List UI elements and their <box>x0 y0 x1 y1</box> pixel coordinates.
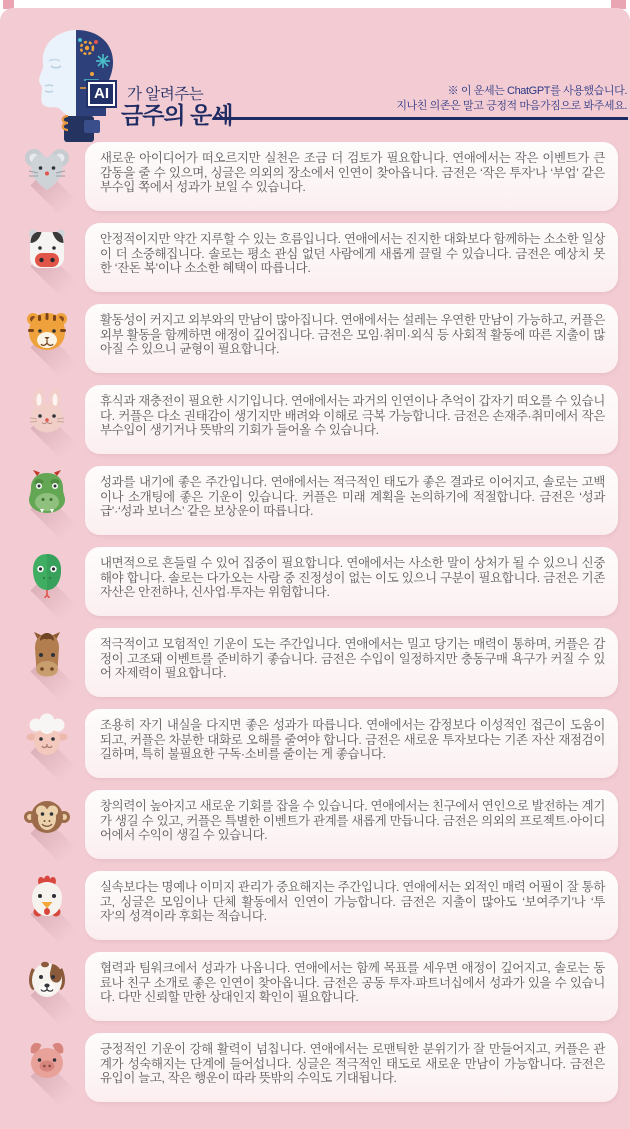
fortune-card-dog <box>85 952 618 1021</box>
fortune-card-snake <box>85 547 618 616</box>
fortune-text-snake: 내면적으로 흔들릴 수 있어 집중이 필요합니다. 연애에서는 사소한 말이 상처가 될 수 있으니 신중해야 합니다. 솔로는 다가오는 사람 중 진정성이 없는 이도 있으니 구분이 필요합니다. 금전은 기존 자산은 안전하나, 신사업·투자는 위험합니다. <box>100 556 605 600</box>
rabbit-icon <box>23 388 71 436</box>
fortune-card-rat <box>85 142 618 211</box>
fortune-card-sheep <box>85 709 618 778</box>
tiger-icon <box>23 307 71 355</box>
snake-icon <box>23 550 71 598</box>
page-title-prefix: 가 알려주는 <box>127 86 204 103</box>
fortune-text-dog: 협력과 팀워크에서 성과가 나옵니다. 연애에서는 함께 목표를 세우면 애정이 깊어지고, 솔로는 동료나 친구 소개로 좋은 인연이 찾아옵니다. 금전은 공동 투자·파트너십에서 성과가 있을 수 있습니다. 다만 신뢰할 만한 상대인지 확인이 필요합니다. <box>100 961 605 1005</box>
fortune-card-list <box>85 142 618 1114</box>
horse-icon <box>23 631 71 679</box>
dragon-icon <box>23 469 71 517</box>
chatgpt-disclaimer <box>396 84 627 114</box>
fortune-text-ox: 안정적이지만 약간 지루할 수 있는 흐름입니다. 연애에서는 진지한 대화보다 함께하는 소소한 일상이 더 소중해집니다. 솔로는 평소 관심 없던 사람에게 새롭게 끌릴 수 있습니다. 금전은 예상치 못한 ‘잔돈 복’이나 소소한 혜택이 따릅니다. <box>100 232 605 276</box>
title-underline <box>213 117 628 120</box>
page-title: 금주의 운세 <box>121 102 233 128</box>
ai-logo-badge: AI <box>88 82 115 106</box>
fortune-card-monkey <box>85 790 618 859</box>
disclaimer-line1: ※ 이 운세는 ChatGPT를 사용했습니다. <box>447 85 627 97</box>
fortune-text-rat: 새로운 아이디어가 떠오르지만 실천은 조금 더 검토가 필요합니다. 연애에서는 작은 이벤트가 큰 감동을 줄 수 있으며, 싱글은 의외의 장소에서 인연이 찾아옵니다. 금전은 ‘작은 투자’나 ‘부업’ 같은 부수입 쪽에서 성과가 보일 수 있습니다. <box>100 151 605 195</box>
fortune-card-ox <box>85 223 618 292</box>
ox-icon <box>23 226 71 274</box>
fortune-text-pig: 긍정적인 기운이 강해 활력이 넘칩니다. 연애에서는 로맨틱한 분위기가 잘 만들어지고, 커플은 관계가 성숙해지는 단계에 들어섭니다. 싱글은 적극적인 태도로 새로운 만남이 가능합니다. 금전은 유입이 늘고, 작은 행운이 따라 뜻밖의 수익도 기대됩니다. <box>100 1042 605 1086</box>
pig-icon <box>23 1036 71 1084</box>
fortune-text-horse: 적극적이고 모험적인 기운이 도는 주간입니다. 연애에서는 밀고 당기는 매력이 통하며, 커플은 감정이 고조돼 이벤트를 준비하기 좋습니다. 금전은 수입이 일정하지만 충동구매 욕구가 커질 수 있어 자제력이 필요합니다. <box>100 637 605 681</box>
fortune-card-pig <box>85 1033 618 1102</box>
fortune-card-tiger <box>85 304 618 373</box>
dog-icon <box>23 955 71 1003</box>
fortune-card-horse <box>85 628 618 697</box>
monkey-icon <box>23 793 71 841</box>
fortune-text-tiger: 활동성이 커지고 외부와의 만남이 많아집니다. 연애에서는 설레는 우연한 만남이 가능하고, 커플은 외부 활동을 함께하면 애정이 깊어집니다. 금전은 모임·취미·외식 등 사회적 활동에 따른 지출이 많아질 수 있으니 균형이 필요합니다. <box>100 313 605 357</box>
rat-icon <box>23 145 71 193</box>
fortune-text-rabbit: 휴식과 재충전이 필요한 시기입니다. 연애에서는 과거의 인연이나 추억이 갑자기 떠오를 수 있습니다. 커플은 다소 권태감이 생기지만 배려와 이해로 극복 가능합니다. 금전은 손재주·취미에서 작은 부수입이 생기거나 뜻밖의 기회가 들어올 수 있습니다. <box>100 394 605 438</box>
fortune-text-rooster: 실속보다는 명예나 이미지 관리가 중요해지는 주간입니다. 연애에서는 외적인 매력 어필이 잘 통하고, 싱글은 모임이나 단체 활동에서 인연이 가능합니다. 금전은 지출이 많아도 ‘보여주기’나 ‘투자’의 성격이라 후회는 적습니다. <box>100 880 605 924</box>
disclaimer-line2: 지나친 의존은 말고 긍정적 마음가짐으로 봐주세요. <box>396 100 627 112</box>
fortune-text-dragon: 성과를 내기에 좋은 주간입니다. 연애에서는 적극적인 태도가 좋은 결과로 이어지고, 솔로는 고백이나 소개팅에 좋은 기운이 있습니다. 커플은 미래 계획을 논의하기에 적절합니다. 금전은 ‘성과급’·‘성과 보너스’ 같은 보상운이 따릅니다. <box>100 475 605 519</box>
sheep-icon <box>23 712 71 760</box>
fortune-card-dragon <box>85 466 618 535</box>
fortune-card-rooster <box>85 871 618 940</box>
fortune-card-rabbit <box>85 385 618 454</box>
fortune-text-sheep: 조용히 자기 내실을 다지면 좋은 성과가 따릅니다. 연애에서는 감정보다 이성적인 접근이 도움이 되고, 커플은 차분한 대화로 오해를 줄여야 합니다. 금전은 새로운 투자보다는 기존 자산 재점검이 길하며, 특히 불필요한 구독·소비를 줄이는 게 좋습니다. <box>100 718 605 762</box>
fortune-text-monkey: 창의력이 높아지고 새로운 기회를 잡을 수 있습니다. 연애에서는 친구에서 연인으로 발전하는 계기가 생길 수 있고, 커플은 특별한 이벤트가 관계를 새롭게 만듭니다. 금전은 의외의 프로젝트·아이디어에서 수익이 생길 수 있습니다. <box>100 799 605 843</box>
rooster-icon <box>23 874 71 922</box>
